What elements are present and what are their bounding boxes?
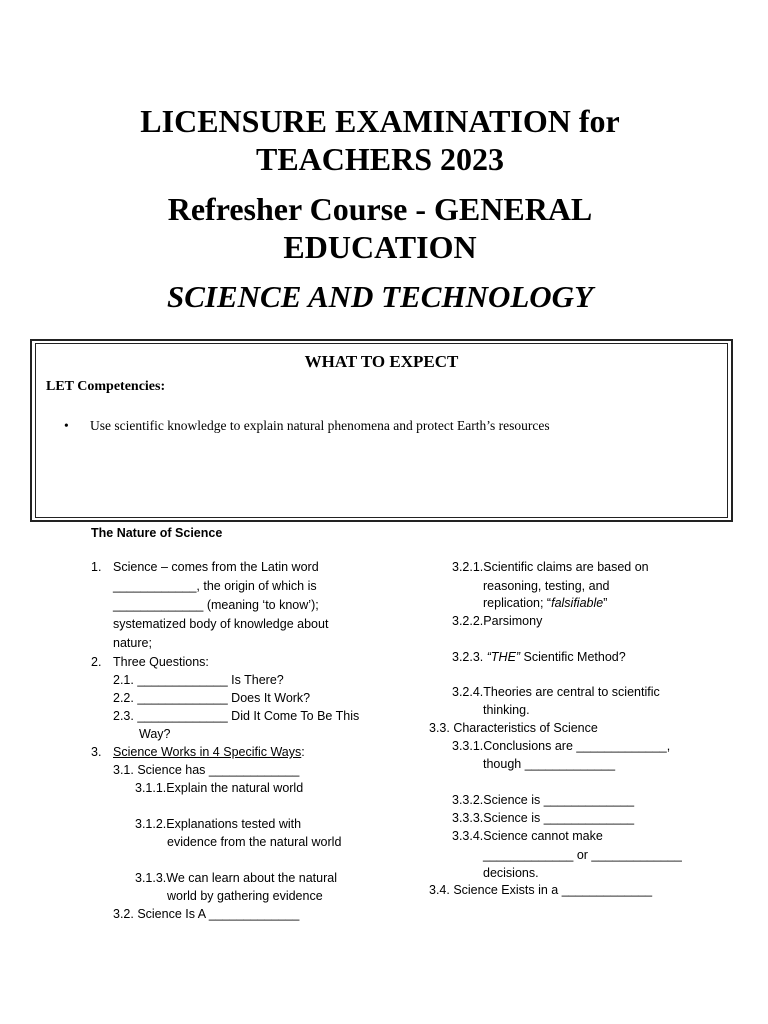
list-item-2-3-cont: Way?	[139, 727, 171, 741]
bullet-icon: •	[64, 418, 69, 433]
list-item-3-1-2-cont: evidence from the natural world	[167, 835, 342, 849]
list-item-3-label	[113, 743, 305, 761]
list-item-3-4: 3.4. Science Exists in a _____________	[429, 883, 653, 897]
list-item-3-2: 3.2. Science Is A _____________	[113, 907, 300, 921]
list-item-3-2-3	[452, 648, 626, 666]
list-item-3-3-4: 3.3.4.Science cannot make	[452, 829, 603, 843]
list-item-1-line-3: _____________ (meaning ‘to know’);	[113, 598, 319, 612]
list-item-3-3-4-cont-2: decisions.	[483, 866, 539, 880]
list-item-3-3-1: 3.3.1.Conclusions are _____________,	[452, 739, 671, 753]
expect-box-heading: WHAT TO EXPECT	[304, 352, 459, 371]
list-item-3-colon: :	[301, 745, 305, 759]
list-item-1-line-4: systematized body of knowledge about	[113, 617, 329, 631]
list-item-1-line-2: ____________, the origin of which is	[113, 579, 317, 593]
competency-text: Use scientific knowledge to explain natural phenomena and protect Earth’s resources	[90, 418, 550, 433]
list-item-3-3-3: 3.3.3.Science is _____________	[452, 811, 635, 825]
list-item-1-line-1: Science – comes from the Latin word	[113, 560, 319, 574]
the-term: “THE”	[486, 650, 521, 664]
exam-title-line-2: TEACHERS 2023	[255, 141, 505, 178]
list-item-3-3-1-cont: though _____________	[483, 757, 616, 771]
section-title: The Nature of Science	[91, 526, 223, 540]
falsifiable-term: falsifiable	[551, 596, 604, 610]
list-item-3-2-3-number: 3.2.3.	[452, 650, 487, 664]
list-item-3-3: 3.3. Characteristics of Science	[429, 721, 598, 735]
list-item-2-2: 2.2. _____________ Does It Work?	[113, 691, 311, 705]
list-item-3-2-3-rest: Scientific Method?	[520, 650, 626, 664]
list-item-3-2-1: 3.2.1.Scientific claims are based on	[452, 560, 649, 574]
list-number-1: 1.	[91, 560, 102, 574]
subject-title: SCIENCE AND TECHNOLOGY	[166, 279, 594, 314]
list-item-1-line-5: nature;	[113, 636, 152, 650]
list-item-3-1-3: 3.1.3.We can learn about the natural	[135, 871, 337, 885]
course-title-line-1: Refresher Course - GENERAL	[167, 191, 593, 227]
course-title	[60, 190, 700, 267]
list-item-3-2-4: 3.2.4.Theories are central to scientific	[452, 685, 660, 699]
list-item-3-1: 3.1. Science has _____________	[113, 763, 300, 777]
falsifiable-quote-close: ”	[603, 596, 608, 610]
list-number-2: 2.	[91, 655, 102, 669]
list-item-3-2-1-cont-2	[483, 594, 607, 612]
list-item-3-1-2: 3.1.2.Explanations tested with	[135, 817, 302, 831]
list-item-3-2-4-cont: thinking.	[483, 703, 530, 717]
competency-list-item	[64, 418, 550, 434]
list-item-3-1-1: 3.1.1.Explain the natural world	[135, 781, 304, 795]
list-item-2-3: 2.3. _____________ Did It Come To Be This	[113, 709, 360, 723]
list-item-3-2-2: 3.2.2.Parsimony	[452, 614, 543, 628]
list-number-3: 3.	[91, 745, 102, 759]
falsifiable-prefix: replication; “	[483, 596, 552, 610]
list-item-3-1-3-cont: world by gathering evidence	[167, 889, 323, 903]
list-item-3-underlined: Science Works in 4 Specific Ways	[113, 745, 302, 759]
list-item-2-1: 2.1. _____________ Is There?	[113, 673, 284, 687]
expect-box-subheading: LET Competencies:	[46, 379, 166, 394]
exam-title	[60, 102, 700, 179]
list-item-3-2-1-cont-1: reasoning, testing, and	[483, 579, 610, 593]
exam-title-line-1: LICENSURE EXAMINATION for	[140, 103, 620, 139]
list-item-3-3-2: 3.3.2.Science is _____________	[452, 793, 635, 807]
list-item-2-label: Three Questions:	[113, 655, 209, 669]
list-item-3-3-4-cont-1: _____________ or _____________	[483, 848, 682, 862]
course-title-line-2: EDUCATION	[283, 229, 477, 266]
